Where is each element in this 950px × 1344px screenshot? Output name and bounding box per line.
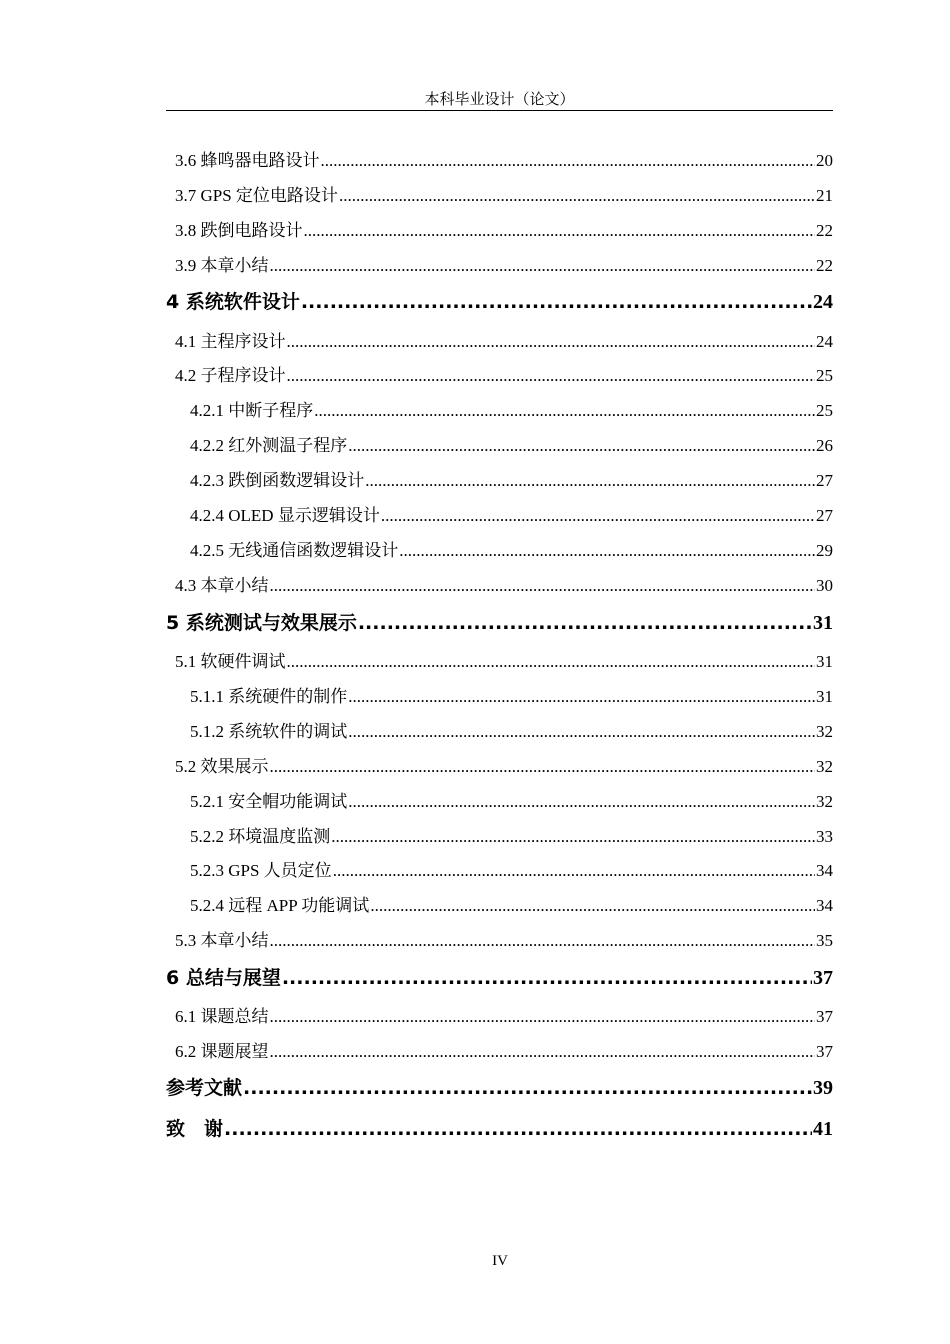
toc-entry-label: 5.3 本章小结 bbox=[175, 931, 269, 950]
toc-entry-page: 35 bbox=[816, 931, 833, 950]
toc-entry-label: 5 系统测试与效果展示 bbox=[166, 612, 357, 634]
toc-entry-page: 31 bbox=[813, 612, 833, 634]
toc-entry-label: 6.1 课题总结 bbox=[175, 1007, 269, 1026]
toc-entry-label: 5.2.2 环境温度监测 bbox=[190, 827, 331, 846]
header-rule bbox=[166, 110, 833, 111]
toc-entry-page: 25 bbox=[816, 401, 833, 420]
toc-entry-label: 4.2.4 OLED 显示逻辑设计 bbox=[190, 506, 380, 525]
toc-entry-label: 6 总结与展望 bbox=[166, 967, 281, 989]
toc-entry-label: 4.2.1 中断子程序 bbox=[190, 401, 314, 420]
toc-entry-label: 5.1.1 系统硬件的制作 bbox=[190, 687, 348, 706]
running-header-title: 本科毕业设计（论文） bbox=[424, 92, 575, 108]
toc-entry-page: 30 bbox=[816, 576, 833, 595]
toc-leader-dots bbox=[304, 221, 816, 240]
toc-entry-label: 3.7 GPS 定位电路设计 bbox=[175, 186, 338, 205]
toc-entry[interactable] bbox=[175, 647, 833, 671]
toc-entry-page: 31 bbox=[816, 652, 833, 671]
toc-entry-label: 3.8 跌倒电路设计 bbox=[175, 221, 303, 240]
toc-entry-page: 37 bbox=[816, 1007, 833, 1026]
toc-entry[interactable] bbox=[166, 1073, 833, 1099]
toc-leader-dots bbox=[287, 332, 816, 351]
toc-entry-page: 37 bbox=[813, 967, 833, 989]
toc-entry[interactable] bbox=[190, 466, 833, 490]
toc-entry-label: 3.6 蜂鸣器电路设计 bbox=[175, 151, 320, 170]
toc-entry-page: 29 bbox=[816, 541, 833, 560]
toc-leader-dots bbox=[270, 757, 816, 776]
page-number: IV bbox=[492, 1253, 508, 1269]
toc-leader-dots bbox=[224, 1118, 812, 1140]
toc-leader-dots bbox=[270, 1042, 816, 1061]
toc-entry[interactable] bbox=[175, 146, 833, 170]
toc-entry-label: 参考文献 bbox=[166, 1077, 243, 1099]
toc-leader-dots bbox=[287, 652, 816, 671]
toc-leader-dots bbox=[399, 541, 815, 560]
toc-leader-dots bbox=[348, 792, 815, 811]
toc-entry[interactable] bbox=[190, 536, 833, 560]
toc-entry-page: 27 bbox=[816, 506, 833, 525]
toc-entry[interactable] bbox=[175, 361, 833, 385]
toc-entry-page: 34 bbox=[816, 896, 833, 915]
toc-entry-page: 32 bbox=[816, 722, 833, 741]
toc-entry[interactable] bbox=[190, 682, 833, 706]
toc-entry-page: 24 bbox=[813, 291, 833, 313]
toc-entry[interactable] bbox=[175, 571, 833, 595]
toc-entry-label: 4.2.3 跌倒函数逻辑设计 bbox=[190, 471, 365, 490]
toc-leader-dots bbox=[358, 612, 812, 634]
toc-entry-page: 20 bbox=[816, 151, 833, 170]
toc-entry-label: 5.1.2 系统软件的调试 bbox=[190, 722, 348, 741]
toc-entry[interactable] bbox=[190, 787, 833, 811]
toc-entry-label: 5.2.4 远程 APP 功能调试 bbox=[190, 896, 370, 915]
toc-entry-page: 32 bbox=[816, 757, 833, 776]
toc-leader-dots bbox=[243, 1077, 812, 1099]
toc-leader-dots bbox=[287, 366, 816, 385]
toc-entry[interactable] bbox=[175, 1002, 833, 1026]
toc-leader-dots bbox=[270, 1007, 816, 1026]
toc-entry-label: 6.2 课题展望 bbox=[175, 1042, 269, 1061]
toc-entry-label: 4.2 子程序设计 bbox=[175, 366, 286, 385]
toc-entry[interactable] bbox=[175, 181, 833, 205]
toc-entry-label: 4.2.2 红外测温子程序 bbox=[190, 436, 348, 455]
toc-entry-page: 24 bbox=[816, 332, 833, 351]
toc-entry[interactable] bbox=[166, 287, 833, 313]
toc-entry[interactable] bbox=[175, 752, 833, 776]
toc-entry-label: 4.3 本章小结 bbox=[175, 576, 269, 595]
toc-entry-label: 4.1 主程序设计 bbox=[175, 332, 286, 351]
toc-entry-page: 33 bbox=[816, 827, 833, 846]
toc-entry[interactable] bbox=[175, 251, 833, 275]
toc-entry-page: 31 bbox=[816, 687, 833, 706]
toc-leader-dots bbox=[270, 256, 816, 275]
toc-entry[interactable] bbox=[190, 822, 833, 846]
toc-entry[interactable] bbox=[166, 608, 833, 634]
toc-entry-label: 5.2.1 安全帽功能调试 bbox=[190, 792, 348, 811]
toc-entry-page: 32 bbox=[816, 792, 833, 811]
toc-entry[interactable] bbox=[175, 1037, 833, 1061]
toc-leader-dots bbox=[314, 401, 815, 420]
toc-leader-dots bbox=[365, 471, 815, 490]
toc-entry-label: 5.2 效果展示 bbox=[175, 757, 269, 776]
toc-entry[interactable] bbox=[190, 891, 833, 915]
toc-entry[interactable] bbox=[175, 926, 833, 950]
toc-entry-page: 41 bbox=[813, 1118, 833, 1140]
toc-entry[interactable] bbox=[175, 327, 833, 351]
toc-entry-page: 21 bbox=[816, 186, 833, 205]
toc-entry-page: 26 bbox=[816, 436, 833, 455]
toc-entry[interactable] bbox=[190, 431, 833, 455]
toc-entry[interactable] bbox=[190, 717, 833, 741]
toc-entry-page: 22 bbox=[816, 256, 833, 275]
toc-entry-page: 34 bbox=[816, 861, 833, 880]
toc-entry[interactable] bbox=[190, 396, 833, 420]
toc-leader-dots bbox=[339, 186, 815, 205]
toc-entry[interactable] bbox=[190, 501, 833, 525]
toc-entry-label: 5.1 软硬件调试 bbox=[175, 652, 286, 671]
toc-leader-dots bbox=[348, 436, 815, 455]
toc-entry-label: 5.2.3 GPS 人员定位 bbox=[190, 861, 332, 880]
toc-entry-page: 25 bbox=[816, 366, 833, 385]
toc-entry[interactable] bbox=[190, 856, 833, 880]
toc-entry-label: 4 系统软件设计 bbox=[166, 291, 300, 313]
toc-entry-label: 3.9 本章小结 bbox=[175, 256, 269, 275]
toc-leader-dots bbox=[381, 506, 815, 525]
toc-entry-label: 致 谢 bbox=[166, 1118, 224, 1140]
toc-entry-page: 37 bbox=[816, 1042, 833, 1061]
toc-entry[interactable] bbox=[166, 1114, 833, 1140]
toc-leader-dots bbox=[270, 931, 816, 950]
toc-entry[interactable] bbox=[166, 963, 833, 989]
toc-entry-label: 4.2.5 无线通信函数逻辑设计 bbox=[190, 541, 399, 560]
toc-leader-dots bbox=[370, 896, 815, 915]
toc-entry-page: 27 bbox=[816, 471, 833, 490]
toc-leader-dots bbox=[333, 861, 815, 880]
toc-entry[interactable] bbox=[175, 216, 833, 240]
toc-entry-page: 22 bbox=[816, 221, 833, 240]
toc-leader-dots bbox=[282, 967, 812, 989]
toc-leader-dots bbox=[270, 576, 816, 595]
toc-leader-dots bbox=[331, 827, 815, 846]
toc-leader-dots bbox=[348, 722, 815, 741]
toc-leader-dots bbox=[321, 151, 816, 170]
toc-leader-dots bbox=[301, 291, 812, 313]
toc-leader-dots bbox=[348, 687, 815, 706]
toc-entry-page: 39 bbox=[813, 1077, 833, 1099]
